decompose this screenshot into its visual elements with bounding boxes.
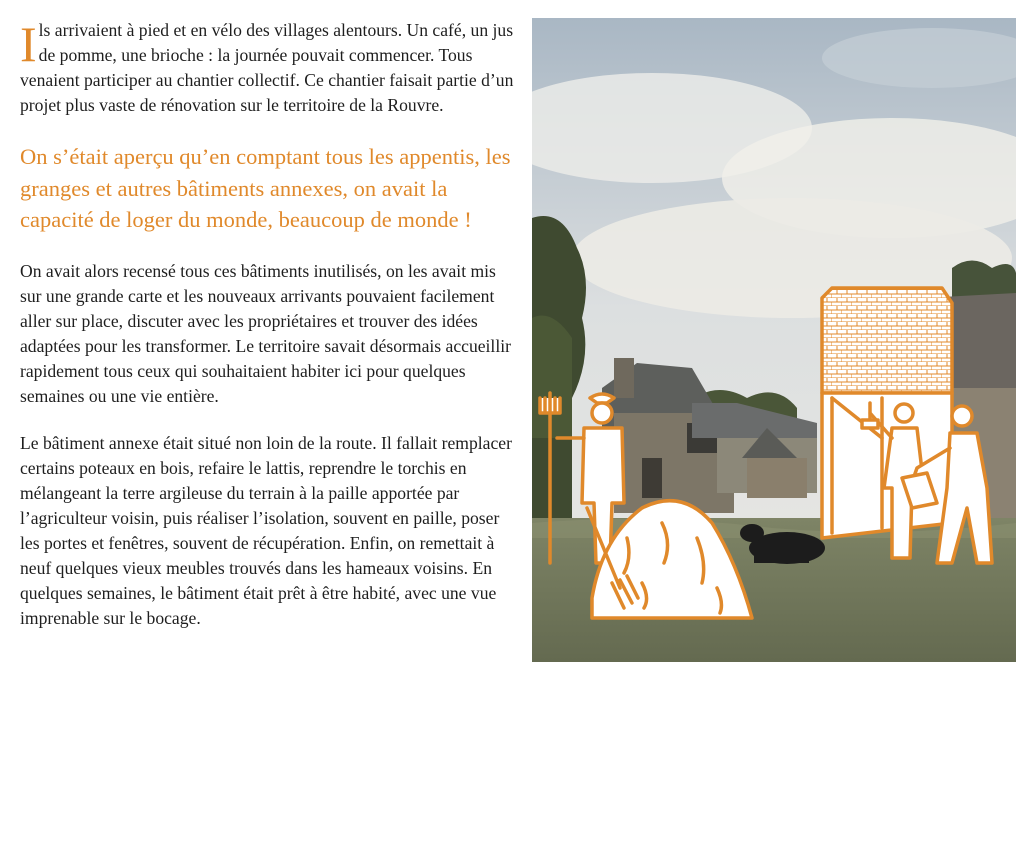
body-paragraph-3: Le bâtiment annexe était situé non loin de la route. Il fallait remplacer certains poteaux en bois, refaire le lattis, reprendre le torchis en mélangeant la terre argileuse du terrain à la paille apportée par l’agriculteur voisin, puis réaliser l’isolation, souvent en paille, poser les portes et fenêtres, souvent de récupération. Enfin, on remettait à neuf quelques vieux meubles trouvés dans les hameaux voisins. En quelques semaines, le bâtiment était prêt à être habité, avec une vue imprenable sur le bocage. (20, 432, 512, 628)
article-column (20, 18, 520, 631)
farm-illustration-photo (532, 18, 1016, 662)
barn-tile-roof (822, 288, 952, 393)
pull-quote: On s’était aperçu qu’en comptant tous les appentis, les granges et autres bâtiments annexes, on avait la capacité de loger du monde, beaucoup de monde ! (20, 144, 511, 232)
drop-cap: I (20, 16, 37, 72)
body-paragraph-2: On avait alors recensé tous ces bâtiments inutilisés, on les avait mis sur une grande carte et les nouveaux arrivants pouvaient facilement aller sur place, discuter avec les propriétaires et trouver des idées adaptées pour les transformer. Le territoire savait désormais accueillir rapidement tous ceux qui souhaitaient habiter ici pour quelques semaines ou une vie entière. (20, 260, 511, 406)
intro-paragraph-text: ls arrivaient à pied et en vélo des villages alentours. Un café, un jus de pomme, une brioche : la journée pouvait commencer. Tous venaient participer au chantier collectif. Ce chantier faisait partie d’un projet plus vaste de rénovation sur le territoire de la Rouvre. (20, 20, 514, 115)
intro-paragraph (20, 18, 520, 118)
